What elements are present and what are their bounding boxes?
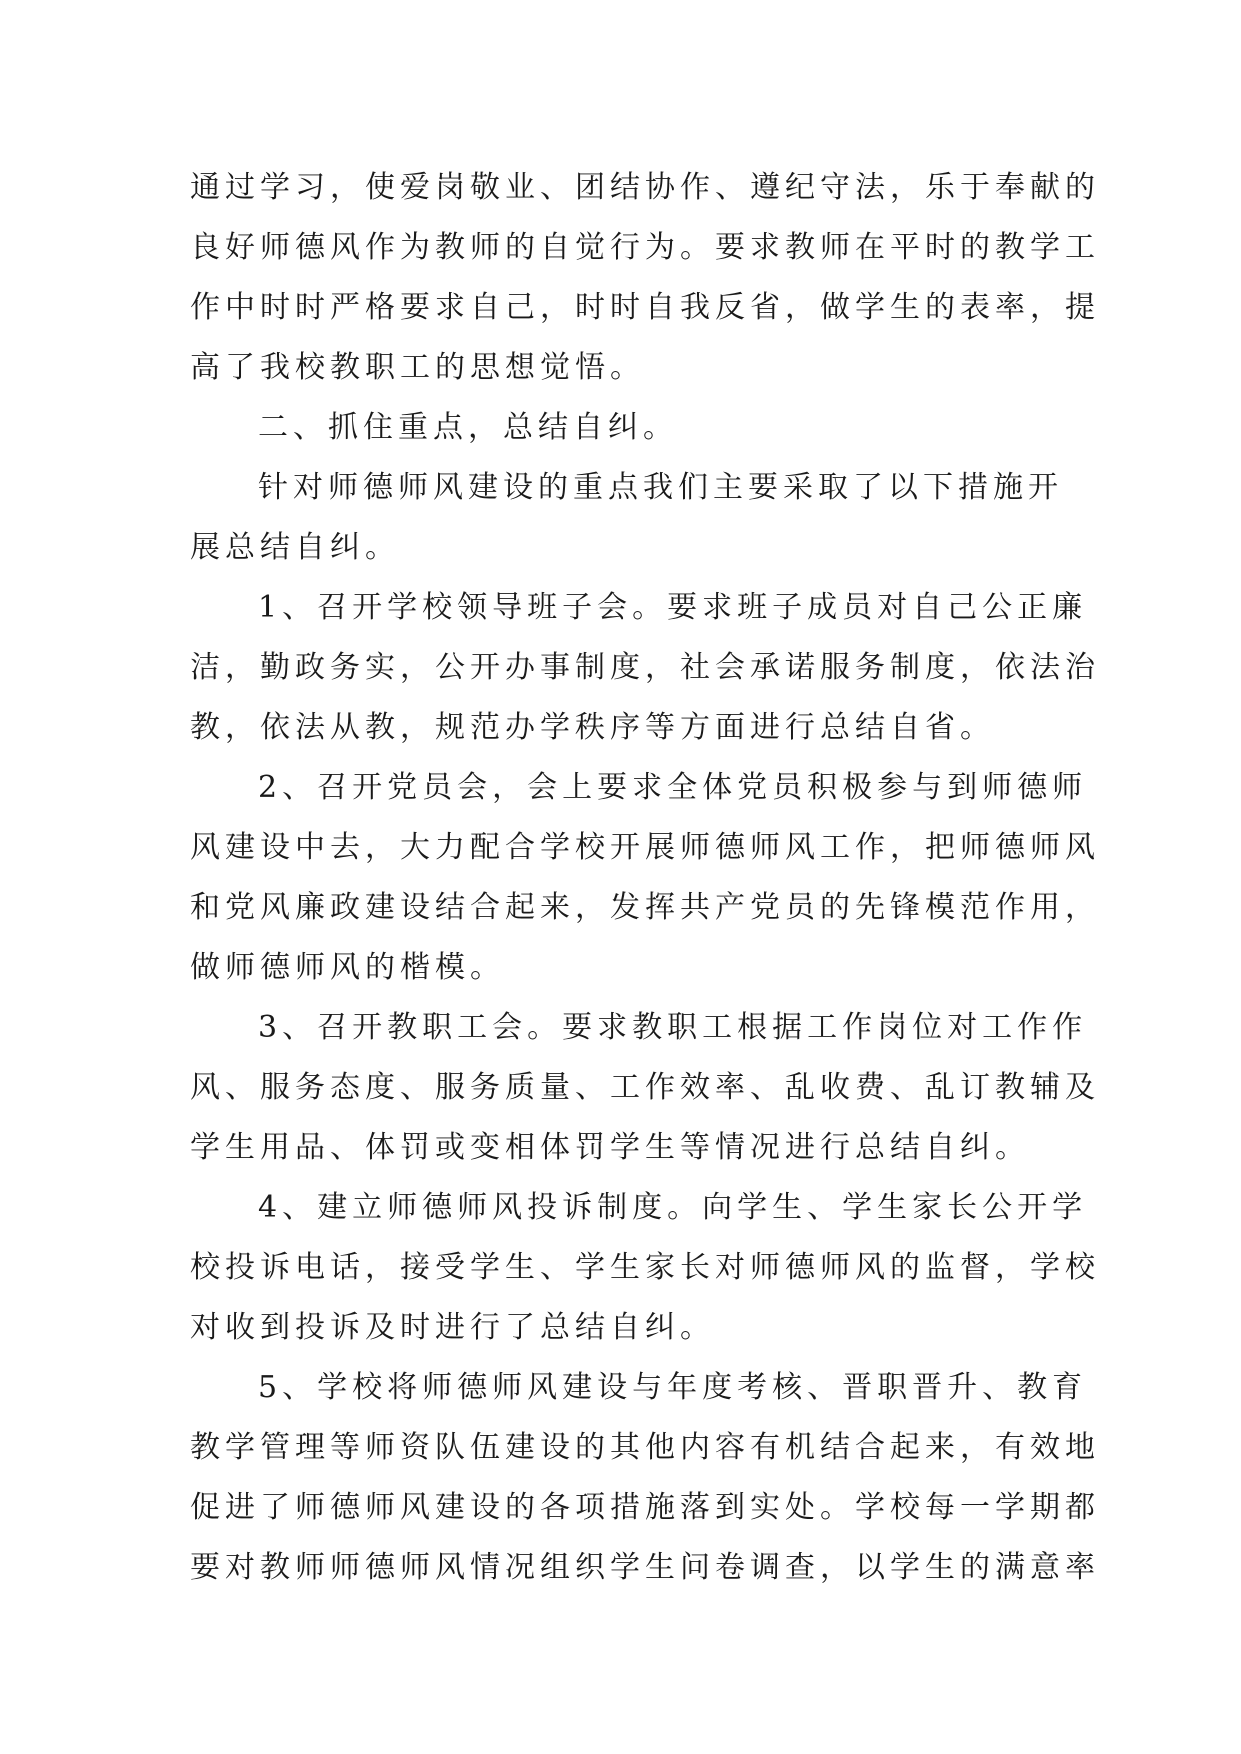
document-body xyxy=(190,158,1100,1598)
body-line: 和党风廉政建设结合起来，发挥共产党员的先锋模范作用， xyxy=(190,890,1100,925)
body-line: 针对师德师风建设的重点我们主要采取了以下措施开 xyxy=(258,470,1063,505)
body-line: 促进了师德师风建设的各项措施落到实处。学校每一学期都 xyxy=(190,1490,1100,1525)
body-line: 做师德师风的楷模。 xyxy=(190,950,505,985)
list-item-2: 2、召开党员会，会上要求全体党员积极参与到师德师 xyxy=(258,770,1088,805)
body-line: 洁，勤政务实，公开办事制度，社会承诺服务制度，依法治 xyxy=(190,650,1100,685)
list-item-3: 3、召开教职工会。要求教职工根据工作岗位对工作作 xyxy=(258,1010,1088,1045)
list-item-4: 4、建立师德师风投诉制度。向学生、学生家长公开学 xyxy=(258,1190,1088,1225)
body-line: 校投诉电话，接受学生、学生家长对师德师风的监督，学校 xyxy=(190,1250,1100,1285)
body-line: 通过学习，使爱岗敬业、团结协作、遵纪守法，乐于奉献的 xyxy=(190,170,1100,205)
list-item-1: 1、召开学校领导班子会。要求班子成员对自己公正廉 xyxy=(258,590,1088,625)
body-line: 教学管理等师资队伍建设的其他内容有机结合起来，有效地 xyxy=(190,1430,1100,1465)
body-line: 风、服务态度、服务质量、工作效率、乱收费、乱订教辅及 xyxy=(190,1070,1100,1105)
section-heading: 二、抓住重点，总结自纠。 xyxy=(258,410,678,445)
list-item-5: 5、学校将师德师风建设与年度考核、晋职晋升、教育 xyxy=(258,1370,1088,1405)
body-line: 良好师德风作为教师的自觉行为。要求教师在平时的教学工 xyxy=(190,230,1100,265)
body-line: 作中时时严格要求自己，时时自我反省，做学生的表率，提 xyxy=(190,290,1100,325)
body-line: 风建设中去，大力配合学校开展师德师风工作，把师德师风 xyxy=(190,830,1100,865)
body-line: 要对教师师德师风情况组织学生问卷调查，以学生的满意率 xyxy=(190,1550,1100,1585)
body-line: 高了我校教职工的思想觉悟。 xyxy=(190,350,645,385)
body-line: 学生用品、体罚或变相体罚学生等情况进行总结自纠。 xyxy=(190,1130,1030,1165)
body-line: 教，依法从教，规范办学秩序等方面进行总结自省。 xyxy=(190,710,995,745)
body-line: 对收到投诉及时进行了总结自纠。 xyxy=(190,1310,715,1345)
body-line: 展总结自纠。 xyxy=(190,530,400,565)
